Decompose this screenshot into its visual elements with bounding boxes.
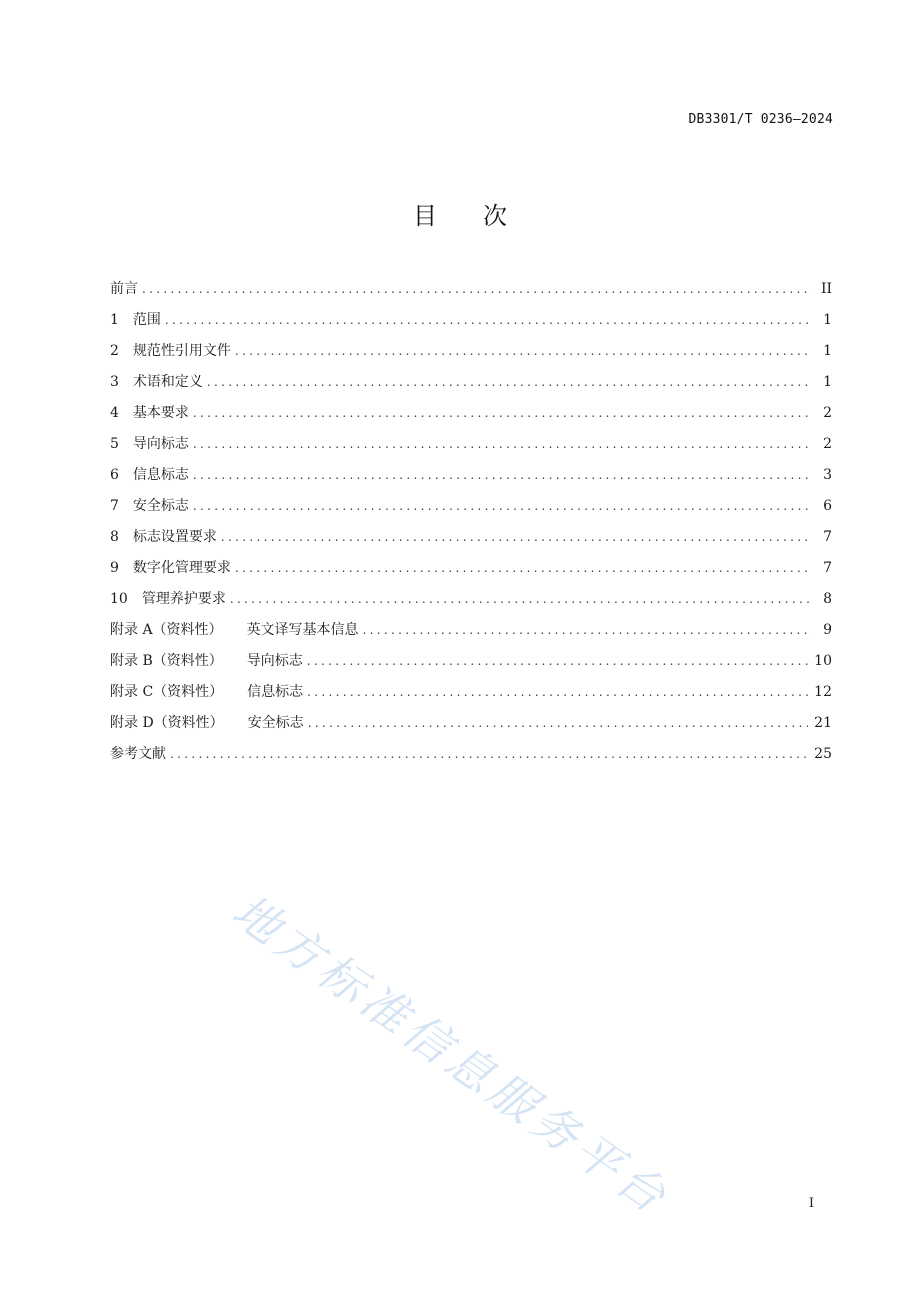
toc-page-number: 2: [823, 405, 832, 421]
toc-page-number: 7: [823, 560, 832, 576]
toc-label: 基本要求: [132, 405, 189, 421]
toc-label: 管理养护要求: [141, 591, 226, 607]
toc-label: 参考文献: [110, 746, 166, 762]
toc-leader-dots: [165, 313, 812, 327]
toc-entry-4[interactable]: [110, 402, 832, 433]
toc-leader-dots: [193, 406, 812, 420]
toc-leader-dots: [207, 375, 812, 389]
toc-section-number: 1: [110, 312, 119, 328]
toc-entry-9[interactable]: [110, 557, 832, 588]
toc-page-number: 1: [823, 312, 832, 328]
toc-label: 前言: [110, 281, 138, 297]
toc-page-number: 9: [823, 622, 832, 638]
toc-label: 安全标志: [132, 498, 189, 514]
toc-entry-foreword[interactable]: [110, 278, 832, 309]
toc-page-number: 7: [823, 529, 832, 545]
toc-page-number: 1: [823, 343, 832, 359]
toc-page-number: 3: [823, 467, 832, 483]
toc-page-number: 8: [823, 591, 832, 607]
toc-section-number: 5: [110, 436, 119, 452]
standard-code: DB3301/T 0236—2024: [688, 112, 833, 127]
toc-leader-dots: [307, 685, 808, 699]
toc-page-number: II: [820, 281, 832, 297]
toc-entry-1[interactable]: [110, 309, 832, 340]
toc-label: 英文译写基本信息: [246, 622, 359, 638]
toc-leader-dots: [193, 437, 812, 451]
toc-entry-10[interactable]: [110, 588, 832, 619]
toc-section-number: 10: [110, 591, 128, 607]
toc-label: 信息标志: [247, 684, 304, 700]
toc-appendix-prefix: 附录 C（资料性）: [110, 684, 224, 700]
toc-leader-dots: [193, 499, 812, 513]
page-title: [0, 196, 920, 231]
toc-leader-dots: [170, 747, 808, 761]
toc-section-number: 2: [110, 343, 119, 359]
toc-section-number: 8: [110, 529, 119, 545]
toc-page-number: 21: [814, 715, 832, 731]
toc-entry-appendix-d[interactable]: [110, 712, 832, 743]
toc-leader-dots: [193, 468, 812, 482]
toc-entry-5[interactable]: [110, 433, 832, 464]
toc-label: 范围: [132, 312, 161, 328]
toc-entry-8[interactable]: [110, 526, 832, 557]
toc-page-number: 6: [823, 498, 832, 514]
page-number: I: [808, 1196, 814, 1211]
toc-entry-6[interactable]: [110, 464, 832, 495]
toc-appendix-prefix: 附录 B（资料性）: [110, 653, 223, 669]
title-char-2: 次: [483, 202, 507, 230]
toc-section-number: 4: [110, 405, 119, 421]
toc-leader-dots: [308, 716, 808, 730]
table-of-contents: [110, 278, 832, 774]
toc-label: 术语和定义: [132, 374, 203, 390]
title-char-1: 目: [413, 202, 437, 230]
toc-page-number: 12: [814, 684, 832, 700]
toc-label: 信息标志: [132, 467, 189, 483]
toc-entry-2[interactable]: [110, 340, 832, 371]
toc-leader-dots: [230, 592, 812, 606]
toc-label: 安全标志: [247, 715, 304, 731]
toc-page-number: 25: [814, 746, 832, 762]
toc-leader-dots: [307, 654, 808, 668]
toc-entry-appendix-c[interactable]: [110, 681, 832, 712]
toc-label: 数字化管理要求: [132, 560, 231, 576]
watermark-text: 地方标准信息服务平台: [222, 883, 680, 1226]
toc-leader-dots: [235, 561, 812, 575]
toc-section-number: 3: [110, 374, 119, 390]
toc-entry-appendix-b[interactable]: [110, 650, 832, 681]
toc-label: 规范性引用文件: [132, 343, 231, 359]
toc-entry-3[interactable]: [110, 371, 832, 402]
toc-entry-appendix-a[interactable]: [110, 619, 832, 650]
toc-page-number: 1: [823, 374, 832, 390]
toc-leader-dots: [363, 623, 812, 637]
toc-page-number: 2: [823, 436, 832, 452]
toc-label: 导向标志: [132, 436, 189, 452]
toc-section-number: 6: [110, 467, 119, 483]
toc-page-number: 10: [814, 653, 832, 669]
toc-appendix-prefix: 附录 D（资料性）: [110, 715, 224, 731]
toc-leader-dots: [221, 530, 812, 544]
toc-leader-dots: [142, 282, 812, 296]
toc-section-number: 9: [110, 560, 119, 576]
toc-leader-dots: [235, 344, 812, 358]
toc-label: 导向标志: [246, 653, 303, 669]
toc-section-number: 7: [110, 498, 119, 514]
toc-label: 标志设置要求: [132, 529, 217, 545]
toc-entry-7[interactable]: [110, 495, 832, 526]
toc-entry-references[interactable]: [110, 743, 832, 774]
toc-appendix-prefix: 附录 A（资料性）: [110, 622, 223, 638]
